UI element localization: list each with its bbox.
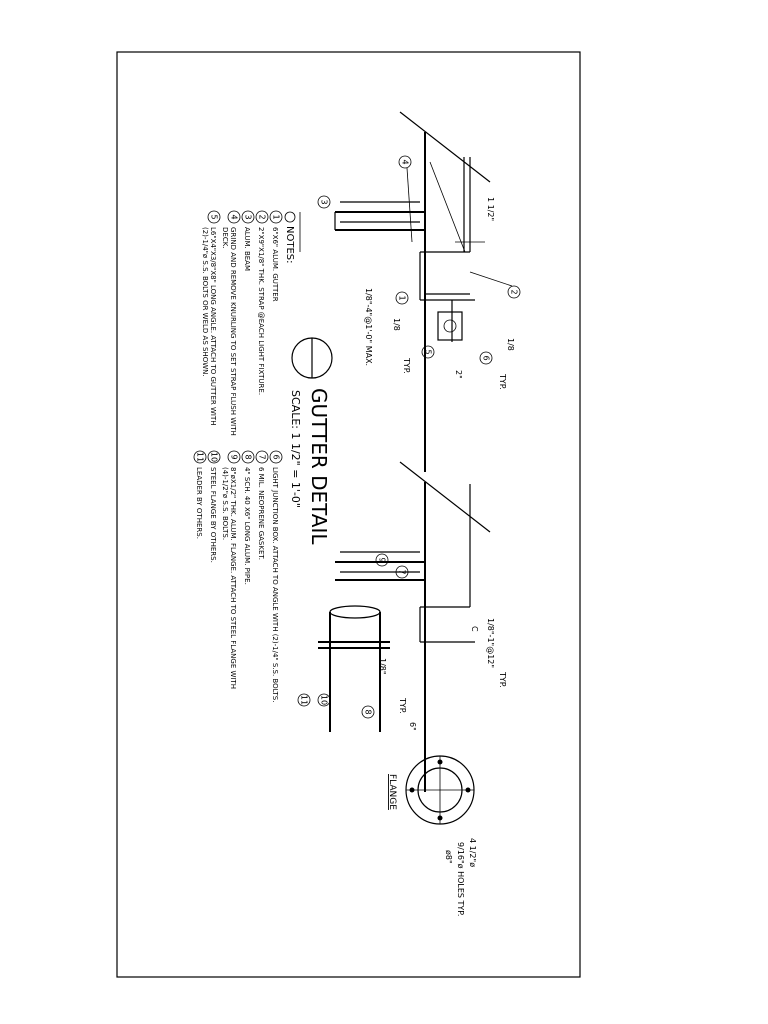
svg-text:11: 11 [299, 694, 309, 706]
notes-left [201, 211, 300, 436]
rotated-drawing [194, 112, 520, 916]
svg-text:ALUM. BEAM: ALUM. BEAM [243, 227, 251, 272]
svg-text:DECK.: DECK. [221, 227, 229, 249]
svg-text:9: 9 [229, 454, 239, 460]
svg-text:10: 10 [319, 694, 329, 706]
svg-text:TYP.: TYP. [398, 698, 407, 714]
svg-text:11: 11 [195, 451, 205, 463]
flange-detail [387, 756, 477, 916]
note-item [270, 211, 282, 302]
svg-text:LIGHT JUNCTION BOX. ATTACH TO: LIGHT JUNCTION BOX. ATTACH TO ANGLE WITH (2)-1/4" S.S. BOLTS. [271, 467, 279, 703]
svg-text:1/8: 1/8 [506, 338, 515, 351]
title-block [289, 338, 332, 545]
note-item [242, 211, 254, 271]
note-item [194, 451, 206, 539]
svg-text:4 1/2"ø: 4 1/2"ø [468, 838, 477, 868]
svg-text:ø8": ø8" [444, 850, 453, 864]
svg-text:5: 5 [209, 214, 219, 220]
svg-text:STEEL FLANGE BY OTHERS.: STEEL FLANGE BY OTHERS. [209, 467, 217, 563]
note-item [221, 211, 240, 436]
svg-text:3: 3 [243, 214, 253, 220]
svg-text:GRIND AND REMOVE KNURLING TO S: GRIND AND REMOVE KNURLING TO SET STRAP FLUSH WITH [229, 227, 237, 436]
svg-text:C: C [470, 626, 479, 632]
svg-text:TYP.: TYP. [498, 672, 507, 688]
svg-text:9: 9 [377, 557, 387, 563]
page-title: GUTTER DETAIL [307, 388, 331, 545]
svg-text:LEADER BY OTHERS.: LEADER BY OTHERS. [195, 467, 203, 539]
svg-text:(4)-1/2"ø S.S. BOLTS.: (4)-1/2"ø S.S. BOLTS. [221, 467, 229, 541]
svg-text:7: 7 [257, 454, 267, 460]
scale-label: SCALE: 1 1/2" = 1'-0" [289, 390, 302, 508]
svg-text:2": 2" [454, 370, 463, 379]
svg-text:8: 8 [243, 454, 253, 460]
svg-text:1: 1 [271, 214, 281, 220]
svg-text:1/8: 1/8 [392, 318, 401, 331]
svg-text:2: 2 [509, 289, 519, 295]
svg-text:10: 10 [209, 451, 219, 463]
svg-text:6"X6" ALUM. GUTTER: 6"X6" ALUM. GUTTER [271, 227, 279, 302]
svg-text:9/16"ø HOLES TYP.: 9/16"ø HOLES TYP. [456, 842, 465, 917]
svg-text:1: 1 [397, 295, 407, 301]
note-item [242, 451, 254, 585]
gutter-section-1 [318, 112, 520, 472]
notes-heading: NOTES: [284, 226, 295, 264]
svg-text:4: 4 [229, 214, 239, 220]
svg-text:2: 2 [257, 214, 267, 220]
svg-text:1/8"-4"@1'-0" MAX.: 1/8"-4"@1'-0" MAX. [364, 288, 373, 367]
note-item [208, 451, 220, 563]
svg-text:5: 5 [423, 349, 433, 355]
svg-text:2"X9"X1/8" THK. STRAP @EACH LI: 2"X9"X1/8" THK. STRAP @EACH LIGHT FIXTURE. [257, 227, 265, 396]
svg-text:4" SCH. 40 X6" LONG ALUM. PIPE: 4" SCH. 40 X6" LONG ALUM. PIPE. [243, 467, 251, 585]
svg-text:TYP.: TYP. [498, 374, 507, 390]
note-item [221, 451, 240, 689]
svg-text:1/8": 1/8" [378, 658, 387, 675]
svg-text:1 1/2": 1 1/2" [486, 197, 495, 222]
svg-text:7: 7 [397, 569, 407, 575]
note-item [270, 451, 282, 702]
svg-text:TYP.: TYP. [402, 358, 411, 374]
svg-text:6": 6" [408, 722, 417, 731]
svg-text:3: 3 [319, 199, 329, 205]
notes-right [194, 451, 282, 702]
svg-text:(2)-1/4"ø S.S. BOLTS OR WELD A: (2)-1/4"ø S.S. BOLTS OR WELD AS SHOWN. [201, 227, 209, 377]
note-item [256, 211, 268, 395]
svg-text:1/8"-1"@12": 1/8"-1"@12" [486, 618, 495, 669]
svg-text:6: 6 [271, 454, 281, 460]
note-item [201, 211, 220, 425]
sheet-border [117, 52, 580, 977]
svg-text:L6"X4"X3/8"X8" LONG ANGLE. ATT: L6"X4"X3/8"X8" LONG ANGLE. ATTACH TO GUTTER WITH [209, 227, 217, 426]
svg-text:8"øX1/2" THK. ALUM. FLANGE. AT: 8"øX1/2" THK. ALUM. FLANGE. ATTACH TO STEEL FLANGE WITH [229, 467, 237, 689]
svg-text:8: 8 [363, 709, 373, 715]
note-item [256, 451, 268, 560]
svg-text:4: 4 [400, 159, 410, 165]
flange-label: FLANGE [387, 774, 397, 810]
svg-text:6 MIL. NEOPRENE GASKET.: 6 MIL. NEOPRENE GASKET. [257, 467, 265, 561]
svg-text:6: 6 [481, 355, 491, 361]
